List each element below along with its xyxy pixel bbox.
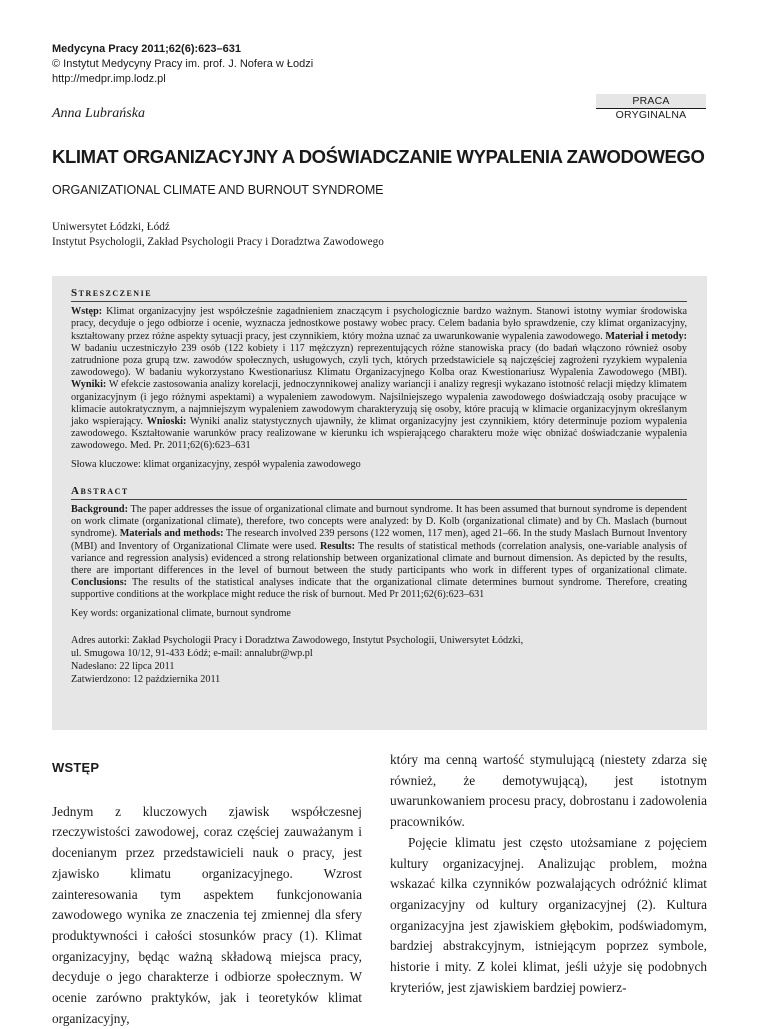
section-text: Wyniki analiz statystycznych ujawniły, że klimat organizacyjny jest czynnikiem, który determinuje poziom wypalenia zawodowego. Kształtowanie warunków pracy realizowane w kierunku ich wspierającego charakteru może więc obniżać doświadczanie wypalenia zawodowego. Med. Pr. 2011;62(6):623–631 [71,416,688,452]
streszczenie-paragraph [71,306,687,452]
section-label: Wyniki: [71,379,107,391]
copyright-line: © Instytut Medycyny Pracy im. prof. J. Nofera w Łodzi [52,58,314,70]
abstract-heading: Abstract [71,485,687,500]
section-label: Conclusions: [71,577,128,589]
abstract-box [52,276,707,730]
section-label: Materials and methods: [119,528,224,540]
body-column-left [52,758,362,1029]
section-text: The results of the statistical analyses indicate that the organizational climate determines burnout syndrome. Therefore, creating supportive conditions at the workplace might reduce the risk of burnout. Med Pr 2011;62(6):623–631 [71,577,687,601]
section-label: Wnioski: [146,416,187,428]
abstract-content [71,287,687,686]
keywords-en: Key words: organizational climate, burnout syndrome [71,607,291,619]
section-label: Results: [319,540,356,552]
section-text: Klimat organizacyjny jest współcześnie zagadnieniem znaczącym i psychologicznie bardzo ważnym. Stanowi istotny wymiar środowiska pracy, decyduje o jego odbiorze i ocenie, wyznacza jednostkowe postawy wobec pracy. Celem badania było sprawdzenie, czy klimat organizacyjny, kształtowany przez różne aspekty sytuacji pracy, jest czynnikiem, który można uznać za uwarunkowanie wypalenia zawodowego. [71,306,687,342]
section-label: Background: [71,504,128,516]
affiliation-line: Uniwersytet Łódzki, Łódź [52,221,170,233]
journal-citation: Medycyna Pracy 2011;62(6):623–631 [52,43,241,55]
section-text: W badaniu uczestniczyło 239 osób (122 kobiety i 117 mężczyzn) reprezentujących różne stanowiska pracy (do badań włączono również osoby zatrudnione poza grupą tzw. zawodów społecznych, usługowych, czyli tych, których przedstawiciele są najczęściej zagrożeni ryzykiem wypalenia zawodowego). W badaniu wykorzystano Kwestionariusz Klimatu Organizacyjnego Kolba oraz Kwestionariusz Wypalenia Zawodowego (MBI). [71,342,687,379]
body-paragraph: Pojęcie klimatu jest często utożsamiane z pojęciem kultury organizacyjnej. Analizując problem, można wskazać kilka czynników pozwalających odróżnić klimat organizacyjny od kultury organizacyjnej (2). Kultura organizacyjna jest zjawiskiem głębokim, podświadomym, bardziej abstrakcyjnym, istniejącym poprzez symbole, historie i mity. Z kolei klimat, jeśli użyje się podobnych kryteriów, jest zjawiskiem bardziej powierz- [390,834,707,995]
affiliation-line: Instytut Psychologii, Zakład Psychologii Pracy i Doradztwa Zawodowego [52,236,384,248]
address-line: ul. Smugowa 10/12, 91-433 Łódź; e-mail: annalubr@wp.pl [71,647,313,659]
article-subtitle: ORGANIZATIONAL CLIMATE AND BURNOUT SYNDROME [52,183,384,197]
address-line: Adres autorki: Zakład Psychologii Pracy i Doradztwa Zawodowego, Instytut Psychologii, Uniwersytet Łódzki, [71,634,524,646]
section-label: Materiał i metody: [605,330,688,342]
approved-date: Zatwierdzono: 12 października 2011 [71,673,221,685]
submitted-date: Nadesłano: 22 lipca 2011 [71,660,175,672]
section-text: The paper addresses the issue of organizational climate and burnout syndrome. It has been assumed that burnout syndrome is dependent on work climate (organizational climate), therefore, two concepts were analyzed: by D. Kolb (organizational climate) and by Ch. Maslach (burnout syndrome). [71,504,687,540]
section-text: W efekcie zastosowania analizy korelacji, jednoczynnikowej analizy wariancji i analizy regresji wykazano istotność relacji między klimatem organizacyjnym (i jego różnymi aspektami) a wypaleniem zawodowym. Najsilniejszego wypalenia zawodowego doświadczają osoby pracujące w klimacie autokratycznym, a najmniejszym wypaleniem zawodowym charakteryzują się osoby, które pracują w klimacie organizacyjnym określanym jako wspierający. [71,379,687,428]
body-paragraph: Jednym z kluczowych zjawisk współczesnej rzeczywistości zawodowej, coraz częściej zauważanym i docenianym przez przedstawicieli nauk o pracy, jest zjawisko klimatu organizacyjnego. Wzrost zainteresowania tym aspektem funkcjonowania zawodowego wynika ze znaczenia tej zmiennej dla sfery produktywności i całości stosunków pracy (1). Klimat organizacyjny, będąc ważną składową miejsca pracy, decyduje o jego charakterze i odbiorze społecznym. W ocenie zarówno praktyków, jak i teoretyków klimat organizacyjny, [52,803,362,1026]
article-title: KLIMAT ORGANIZACYJNY A DOŚWIADCZANIE WYPALENIA ZAWODOWEGO [52,146,705,167]
section-label: Wstęp: [71,306,103,318]
body-paragraph: który ma cenną wartość stymulującą (niestety zdarza się również, że demotywującą), jest istotnym uwarunkowaniem procesu pracy, dobrostanu i zadowolenia pracowników. [390,752,707,830]
journal-url[interactable]: http://medpr.imp.lodz.pl [52,73,166,85]
affiliation [52,220,384,250]
section-heading-wstep: WSTĘP [52,760,100,775]
abstract-paragraph [71,504,687,602]
body-column-right [390,750,707,998]
section-text: The research involved 239 persons (122 women, 117 men), aged 21–66. In the study Maslach Burnout Inventory (MBI) and Inventory of Organizational Climate were used. [71,528,687,552]
keywords-pl: Słowa kluczowe: klimat organizacyjny, zespół wypalenia zawodowego [71,458,361,470]
journal-header [52,42,313,87]
author-address [71,634,687,686]
section-text: The results of statistical methods (correlation analysis, one-variable analysis of variance and regression analysis) evidenced a strong relationship between organizational climate and burnout dimension. As depicted by the results, there are important differences in the level of burnout between the study participants who work in different types of organizational climate. [71,540,687,577]
article-type-badge: PRACA ORYGINALNA [596,94,706,109]
streszczenie-heading: Streszczenie [71,287,687,302]
author-name: Anna Lubrańska [52,106,145,121]
